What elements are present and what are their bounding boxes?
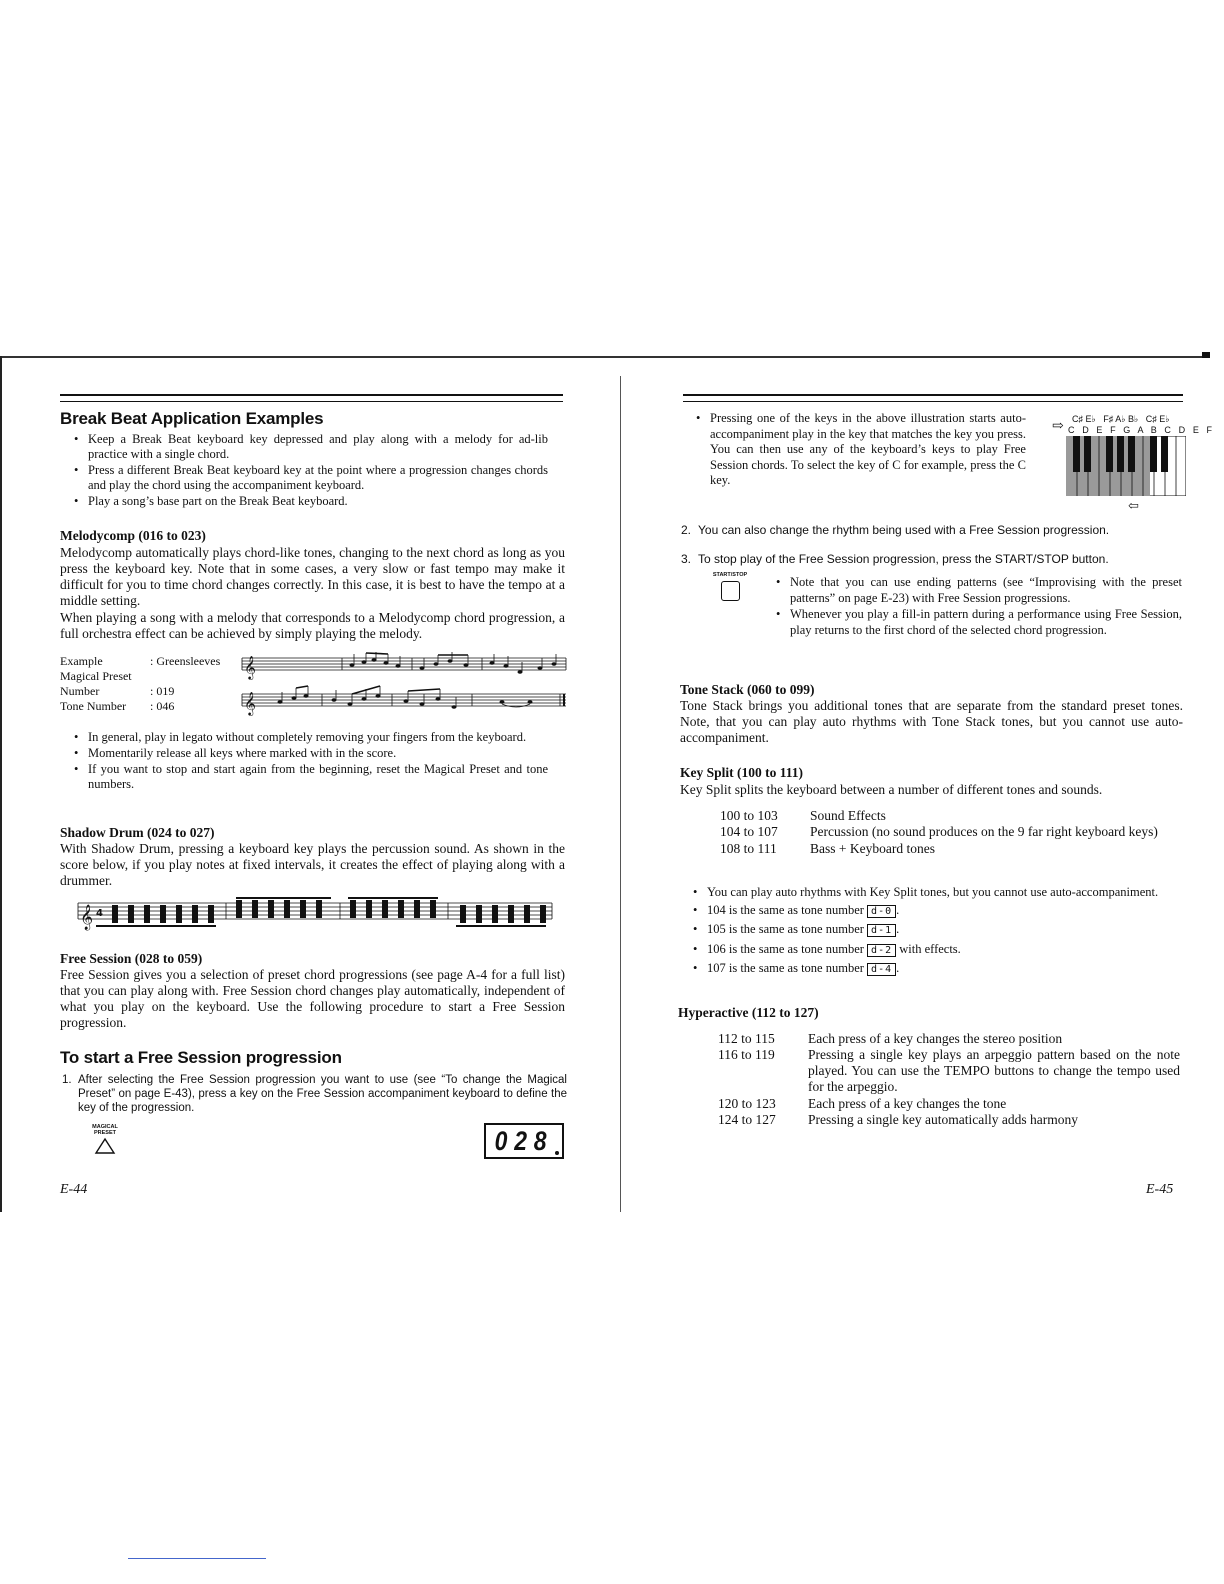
list-item: • Press a different Break Beat keyboard key at the point where a progression changes chords and play the chord using the accompaniment keyboard. — [70, 463, 548, 493]
table-row: 116 to 119 Pressing a single key plays an arpeggio pattern based on the note played. You can use the TEMPO buttons to change the tempo used for the arpeggio. — [718, 1047, 1180, 1094]
hyperactive-table — [718, 1031, 1180, 1128]
tone-stack-heading: Tone Stack (060 to 099) — [680, 682, 815, 697]
shadow-drum-score — [76, 894, 556, 936]
list-item: • Note that you can use ending patterns (see “Improvising with the preset patterns” on page E-23) with Free Session progressions. — [772, 575, 1182, 606]
example-table — [60, 654, 220, 714]
table-row: 100 to 103 Sound Effects — [720, 808, 886, 823]
break-beat-title: Break Beat Application Examples — [60, 409, 324, 428]
list-item: • Pressing one of the keys in the above illustration starts auto-accompaniment play in the key that matches the key you press. You can then use any of the keyboard’s keys to play Free Session chords. To select the key of C for example, press the C key. — [692, 411, 1026, 489]
melodycomp-bullet-list — [70, 730, 548, 793]
svg-text:𝄞: 𝄞 — [244, 655, 256, 679]
right-page-top-rule — [683, 394, 1183, 402]
square-icon — [721, 581, 740, 601]
tone-stack-paragraph: Tone Stack brings you additional tones that are separate from the standard preset tones. Note, that you can play auto rhythms with Tone Stack tones, but you cannot use auto-accompaniment. — [680, 698, 1183, 745]
tone-code-display: d-2 — [867, 944, 896, 957]
list-item: • 107 is the same as tone number d-4 . — [689, 960, 1169, 979]
keyboard-top-labels: C♯ E♭ F♯ A♭ B♭ C♯ E♭ — [1072, 414, 1170, 424]
procedure-title: To start a Free Session progression — [60, 1048, 342, 1067]
keyboard-key-labels: C D E F G A B C D E F — [1068, 425, 1215, 435]
step-3: 3. To stop play of the Free Session progression, press the START/STOP button. — [681, 552, 1109, 566]
procedure-step-1: 1. After selecting the Free Session progression you want to use (see “To change the Magical Preset” on page E-43), press a key on the Free Session accompaniment keyboard to define the key of the progression. — [62, 1074, 567, 1114]
melodycomp-paragraph: Melodycomp automatically plays chord-like tones, changing to the next chord as long as you press the keyboard key. Note that in some cases, a very slow or fast tempo may make it difficult for you to time chord changes correctly. In this case, it is best to have the tempo at a middle setting. — [60, 545, 565, 608]
tone-code-display: d-0 — [867, 905, 896, 918]
step-2: 2. You can also change the rhythm being used with a Free Session progression. — [681, 523, 1110, 537]
scan-bottom-link — [128, 1558, 266, 1559]
display-dot — [555, 1151, 559, 1155]
scan-top-line — [0, 356, 1205, 358]
list-item: • 106 is the same as tone number d-2 with effects. — [689, 941, 1169, 960]
table-row: 124 to 127 Pressing a single key automatically adds harmony — [718, 1112, 1078, 1127]
table-row: Magical Preset — [60, 669, 132, 683]
list-item: • Whenever you play a fill-in pattern during a performance using Free Session, play returns to the first chord of the selected chord progression. — [772, 607, 1182, 638]
list-item: • If you want to stop and start again from the beginning, reset the Magical Preset and tone numbers. — [70, 762, 548, 792]
shadow-drum-paragraph: With Shadow Drum, pressing a keyboard key plays the percussion sound. As shown in the score below, if you play notes at fixed intervals, it creates the effect of playing along with a drummer. — [60, 841, 565, 888]
melodycomp-paragraph-2: When playing a song with a melody that corresponds to a Melodycomp chord progression, a full orchestra effect can be achieved by simply playing the melody. — [60, 610, 565, 641]
list-item: • 105 is the same as tone number d-1 . — [689, 921, 1169, 940]
scan-corner-mark — [1202, 352, 1210, 358]
left-page-top-rule — [60, 394, 563, 402]
list-item: • In general, play in legato without completely removing your fingers from the keyboard. — [70, 730, 548, 745]
intro-bullet-list — [70, 432, 548, 510]
page-gutter — [620, 376, 621, 1212]
free-session-paragraph: Free Session gives you a selection of preset chord progressions (see page A-4 for a full list) that you can play along with. Free Session chord changes play automatically, independent of what you play on the keyboard. Use the following procedure to start a Free Session progression. — [60, 967, 565, 1030]
keyboard-bullet-list — [692, 411, 1026, 490]
key-split-bullet-list — [689, 884, 1169, 980]
arrow-right-icon: ⇨ — [1052, 419, 1064, 434]
list-item: • Keep a Break Beat keyboard key depressed and play along with a melody for ad-lib practice with a single chord. — [70, 432, 548, 462]
table-row: 108 to 111 Bass + Keyboard tones — [720, 841, 935, 856]
magical-preset-button[interactable]: MAGICAL PRESET — [90, 1124, 120, 1160]
tone-code-display: d-1 — [867, 924, 896, 937]
table-row: Number : 019 — [60, 684, 175, 698]
start-stop-button[interactable]: START/STOP — [711, 572, 749, 601]
free-session-heading: Free Session (028 to 059) — [60, 951, 203, 966]
key-split-paragraph: Key Split splits the keyboard between a number of different tones and sounds. — [680, 782, 1103, 797]
table-row: 120 to 123 Each press of a key changes the tone — [718, 1096, 1007, 1111]
hyperactive-heading: Hyperactive (112 to 127) — [678, 1005, 819, 1020]
scan-left-edge — [0, 356, 2, 1212]
page-number-right: E-45 — [1146, 1182, 1174, 1197]
triangle-up-icon — [94, 1137, 116, 1155]
arrow-left-icon: ⇦ — [1128, 498, 1139, 513]
svg-text:4: 4 — [96, 908, 103, 919]
table-row: 112 to 115 Each press of a key changes the stereo position — [718, 1031, 1063, 1046]
table-row: Example : Greensleeves — [60, 654, 221, 668]
shadow-drum-heading: Shadow Drum (024 to 027) — [60, 825, 215, 840]
greensleeves-score — [240, 652, 568, 724]
keyboard-illustration — [1066, 436, 1186, 496]
preset-number-display: 028 — [484, 1123, 564, 1159]
step-3-bullet-list — [772, 575, 1182, 639]
list-item: • You can play auto rhythms with Key Split tones, but you cannot use auto-accompaniment. — [689, 884, 1169, 901]
list-item: • 104 is the same as tone number d-0 . — [689, 902, 1169, 921]
table-row: Tone Number : 046 — [60, 699, 175, 713]
svg-text:𝄞: 𝄞 — [80, 905, 94, 930]
list-item: • Momentarily release all keys where marked with in the score. — [70, 746, 548, 761]
list-item: • Play a song’s base part on the Break Beat keyboard. — [70, 494, 548, 509]
key-split-heading: Key Split (100 to 111) — [680, 765, 804, 780]
table-row: 104 to 107 Percussion (no sound produces on the 9 far right keyboard keys) — [720, 824, 1158, 839]
melodycomp-heading: Melodycomp (016 to 023) — [60, 528, 206, 543]
tone-code-display: d-4 — [867, 963, 896, 976]
svg-text:𝄞: 𝄞 — [244, 691, 256, 715]
key-split-table — [720, 808, 1184, 857]
page-number-left: E-44 — [60, 1182, 88, 1197]
